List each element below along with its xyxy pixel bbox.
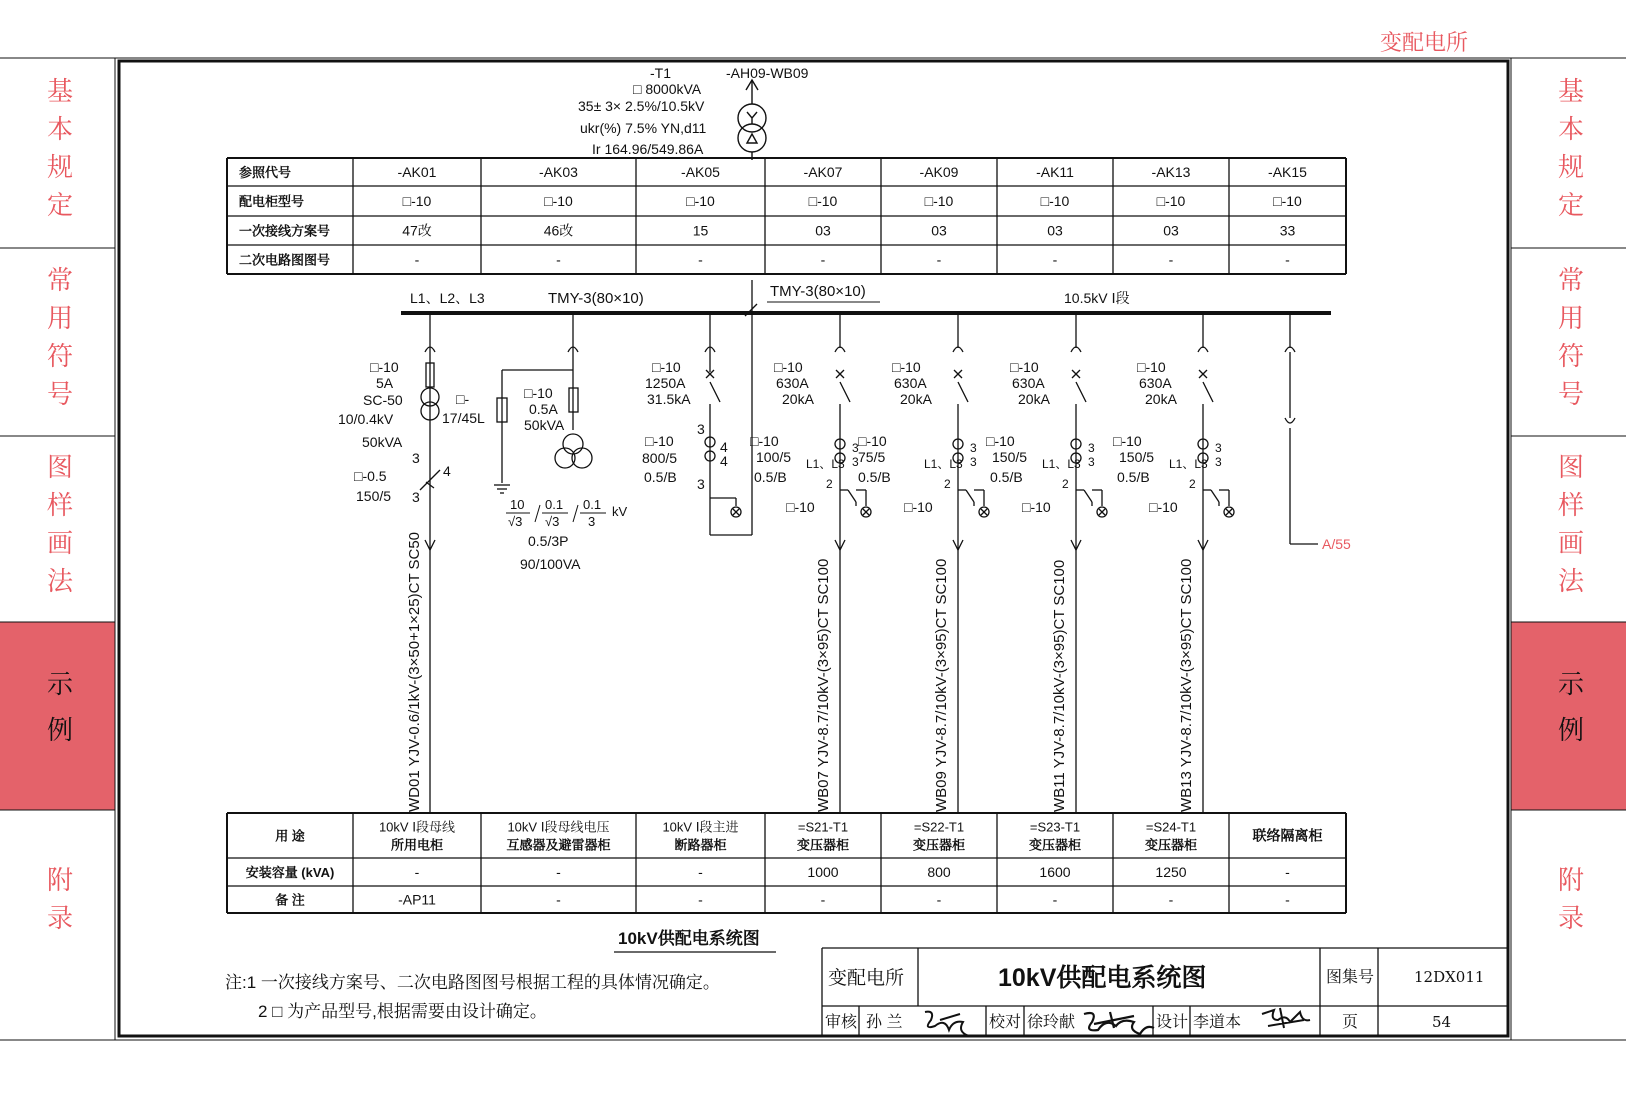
bottom-table-cell: 10kV Ⅰ段母线 — [378, 819, 456, 835]
bottom-table-cell: - — [556, 864, 561, 880]
outgoing-feeder-label: □-10 — [1113, 433, 1142, 449]
transformer-t1 — [578, 65, 809, 160]
ak05-breaker-sc: 31.5kA — [647, 391, 691, 407]
outgoing-feeder-label: 3 — [1088, 441, 1095, 455]
outgoing-feeder-label: 0.5/B — [1117, 469, 1150, 485]
top-table-cell: □-10 — [808, 193, 838, 209]
outgoing-feeder-label: WB09 YJV-8.7/10kV-(3×95)CT SC100 — [933, 558, 950, 812]
top-table-cell: 47改 — [402, 222, 432, 239]
outgoing-feeder-label: □-10 — [904, 499, 933, 515]
feeder-ak05 — [705, 280, 757, 535]
outgoing-feeder-label: 3 — [1215, 455, 1222, 469]
ak03-ratio-unit: kV — [612, 504, 628, 519]
outgoing-feeder-label: 3 — [1088, 455, 1095, 469]
outgoing-feeder-label: WB11 YJV-8.7/10kV-(3×95)CT SC100 — [1051, 559, 1068, 812]
outgoing-feeder-label: 100/5 — [756, 449, 792, 465]
outgoing-feeder-label: 20kA — [782, 391, 814, 407]
bottom-table-cell: -AP11 — [398, 891, 436, 908]
ak01-cable: WD01 YJV-0.6/1kV-(3×50+1×25)CT SC50 — [406, 531, 423, 812]
note-1: 注:1 一次接线方案号、二次电路图图号根据工程的具体情况确定。 — [225, 973, 720, 992]
transformer-current: Ir 164.96/549.86A — [592, 141, 704, 157]
top-table-row-label: 配电柜型号 — [239, 194, 305, 209]
outgoing-feeder-label: 3 — [970, 455, 977, 469]
top-table-cell: - — [1285, 251, 1290, 268]
outgoing-feeder-label: L1、L3 — [806, 457, 845, 471]
outgoing-feeder-label: □-10 — [1137, 359, 1166, 375]
outgoing-feeder-label: 630A — [894, 375, 927, 391]
outgoing-feeder-label: WB07 YJV-8.7/10kV-(3×95)CT SC100 — [815, 558, 832, 812]
outgoing-feeder-label: □-10 — [1149, 499, 1178, 515]
outgoing-feeder-label: 2 — [944, 477, 951, 491]
top-table-cell: □-10 — [1156, 193, 1186, 209]
ak03-ratio-den-2: √3 — [545, 514, 560, 529]
bottom-table-cell: - — [1052, 891, 1058, 908]
tb-page-label: 页 — [1342, 1014, 1359, 1031]
bottom-table-cell: 联络隔离柜 — [1252, 827, 1323, 844]
tb-page-no: 54 — [1432, 1013, 1452, 1031]
top-table — [227, 158, 1346, 274]
top-table-row-label: 二次电路图图号 — [239, 252, 331, 268]
sidebar-item-label: 图样画法 — [42, 453, 73, 605]
top-table-cell: - — [820, 251, 826, 268]
outgoing-feeder — [858, 313, 989, 812]
ak05-ct-count: 3 — [697, 421, 705, 437]
outgoing-feeder-label: 630A — [1012, 375, 1045, 391]
sidebar-item-label: 基本规定 — [1553, 77, 1584, 229]
top-table-cell: - — [936, 251, 942, 268]
top-table-cell: □-10 — [1273, 193, 1302, 209]
bottom-table-cell: =S22-T1 — [913, 819, 965, 835]
ak05-ct-model: □-10 — [645, 433, 674, 449]
transformer-ref: -T1 — [650, 65, 671, 81]
outgoing-feeder-label: 630A — [776, 375, 809, 391]
bottom-table-cell: 1600 — [1039, 864, 1071, 880]
ak01-fuse-rating: 5A — [376, 375, 394, 391]
ak03-burden: 90/100VA — [520, 556, 581, 572]
top-table-cell: -AK01 — [397, 164, 437, 180]
ak01-fuse-model: □-10 — [370, 359, 399, 375]
top-table-row-label: 一次接线方案号 — [239, 223, 331, 239]
outgoing-feeder — [1113, 313, 1234, 812]
bottom-table-cell: =S24-T1 — [1145, 819, 1197, 835]
top-table-cell: □-10 — [544, 193, 573, 209]
outgoing-feeder-label: L1、L3 — [924, 457, 963, 471]
outgoing-feeder-label: 2 — [1189, 477, 1196, 491]
feeder-ak15 — [1285, 313, 1318, 544]
signature-reviewer — [925, 1012, 969, 1036]
signature-checker — [1084, 1012, 1154, 1034]
tb-review-label: 审核 — [825, 1014, 858, 1031]
tb-design-label: 设计 — [1156, 1014, 1189, 1031]
outgoing-feeder-label: 150/5 — [1119, 449, 1155, 465]
sidebar-item-label: 示例 — [42, 670, 73, 762]
outgoing-feeder — [986, 313, 1107, 812]
bottom-table-cell: 断路器柜 — [674, 837, 727, 853]
bottom-table-cell: 1250 — [1155, 864, 1187, 880]
outgoing-feeder-label: WB13 YJV-8.7/10kV-(3×95)CT SC100 — [1178, 558, 1195, 812]
top-table-cell: □-10 — [1040, 193, 1070, 209]
top-table-cell: -AK11 — [1036, 164, 1074, 180]
outgoing-feeder-label: 75/5 — [858, 449, 886, 465]
ak05-breaker-model: □-10 — [652, 359, 681, 375]
ak03-ratio-num-2: 0.1 — [545, 497, 564, 512]
ak03-fuse-rating: 0.5A — [529, 401, 558, 417]
tb-title: 10kV供配电系统图 — [998, 964, 1207, 992]
diagram-caption: 10kV供配电系统图 — [618, 929, 760, 948]
bottom-table-cell: 互感器及避雷器柜 — [506, 837, 611, 853]
bottom-table — [227, 813, 1346, 913]
section-title: 变配电所 — [1380, 31, 1469, 56]
top-table-cell: □-10 — [686, 193, 715, 209]
bottom-table-row-label: 备 注 — [275, 892, 305, 908]
bottom-table-cell: 变压器柜 — [1144, 837, 1198, 853]
ak03-fuse-model: □-10 — [524, 385, 553, 401]
ak01-ct-count2: 3 — [412, 489, 420, 505]
outgoing-feeder-label: 20kA — [1018, 391, 1050, 407]
bottom-table-cell: - — [698, 864, 703, 880]
outgoing-feeder-label: 0.5/B — [990, 469, 1023, 485]
ak01-transformer-model: SC-50 — [363, 392, 403, 408]
outgoing-feeders — [750, 313, 1234, 812]
ak05-ct-n2: 4 — [720, 453, 728, 469]
transformer-voltage: 35± 3× 2.5%/10.5kV — [578, 98, 705, 114]
tb-check-label: 校对 — [989, 1014, 1022, 1031]
top-table-cell: -AK05 — [681, 164, 720, 180]
bus-conductor-label: TMY-3(80×10) — [548, 290, 644, 307]
bottom-table-cell: 所用电柜 — [390, 837, 444, 853]
top-table-cell: -AK07 — [803, 164, 843, 180]
sidebar-item-label: 常用符号 — [1553, 266, 1584, 418]
feeder-ak01 — [420, 313, 440, 812]
ak01-box2-b: 17/45L — [442, 410, 485, 426]
feeder-ak05-labels — [642, 359, 728, 492]
transformer-impedance: ukr(%) 7.5% YN,d11 — [580, 120, 707, 136]
ak01-ct-ratio: 150/5 — [356, 488, 392, 504]
bus-phase-label: L1、L2、L3 — [410, 290, 485, 306]
ak01-ct-model: □-0.5 — [354, 468, 387, 484]
top-table-cell: 46改 — [543, 222, 574, 239]
sidebar-item-label: 基本规定 — [42, 77, 73, 229]
outgoing-feeder-label: □-10 — [986, 433, 1015, 449]
bottom-table-cell: 10kV Ⅰ段主进 — [662, 819, 739, 835]
outgoing-feeder-label: 2 — [826, 477, 833, 491]
bottom-table-cell: - — [1285, 891, 1290, 908]
top-table-cell: □-10 — [402, 193, 432, 209]
top-table-cell: 03 — [1047, 222, 1063, 239]
ak05-ct-ratio: 800/5 — [642, 450, 678, 466]
sidebar-item-label: 附录 — [42, 866, 73, 942]
top-table-cell: 03 — [931, 222, 947, 239]
tb-atlas-no: 12DX011 — [1414, 968, 1485, 986]
bottom-table-cell: =S23-T1 — [1029, 819, 1081, 835]
ak03-pt-ratio — [506, 497, 628, 529]
bottom-table-row-label: 安装容量 (kVA) — [245, 865, 335, 880]
bottom-table-cell: 1000 — [807, 864, 839, 880]
outgoing-feeder-label: L1、L3 — [1169, 457, 1208, 471]
bus-voltage-label: 10.5kV Ⅰ段 — [1064, 290, 1130, 306]
top-table-cell: - — [1168, 251, 1174, 268]
outgoing-feeder-label: 20kA — [1145, 391, 1177, 407]
top-table-cell: 15 — [692, 222, 709, 239]
sidebar-item-label: 附录 — [1553, 866, 1584, 942]
top-table-cell: 03 — [815, 222, 831, 239]
bottom-table-cell: 变压器柜 — [1028, 837, 1082, 853]
outgoing-feeder-label: □-10 — [774, 359, 803, 375]
transformer-cabinet: -AH09-WB09 — [726, 65, 809, 81]
bottom-table-cell: - — [820, 891, 826, 908]
outgoing-feeder-label: 3 — [852, 455, 859, 469]
top-table-cell: - — [556, 251, 561, 268]
bottom-table-cell: 变压器柜 — [796, 837, 850, 853]
bottom-table-cell: - — [556, 891, 561, 908]
busbar — [401, 283, 1331, 313]
outgoing-feeder-label: 2 — [1062, 477, 1069, 491]
outgoing-feeder — [750, 313, 871, 812]
tb-designer: 李道本 — [1193, 1014, 1242, 1031]
feeder-ak03-labels — [506, 385, 628, 572]
top-table-cell: - — [1052, 251, 1058, 268]
bottom-table-cell: - — [936, 891, 942, 908]
top-table-cell: - — [698, 251, 703, 268]
top-table-cell: -AK15 — [1268, 164, 1307, 180]
feeder-ak01-labels — [338, 359, 485, 812]
ak01-transformer-voltage: 10/0.4kV — [338, 411, 394, 427]
outgoing-feeder-label: □-10 — [750, 433, 779, 449]
tb-category: 变配电所 — [828, 968, 905, 989]
bottom-table-cell: - — [1168, 891, 1174, 908]
top-table-cell: □-10 — [924, 193, 954, 209]
tie-reference: A/55 — [1322, 536, 1351, 552]
ak03-ratio-den-1: √3 — [508, 514, 523, 529]
signature-designer — [1262, 1008, 1310, 1028]
outgoing-feeder-label: 630A — [1139, 375, 1172, 391]
top-table-cell: -AK09 — [919, 164, 959, 180]
note-2: 2 □ 为产品型号,根据需要由设计确定。 — [258, 1002, 547, 1021]
ak01-transformer-capacity: 50kVA — [362, 434, 403, 450]
title-block-text — [825, 964, 1484, 1036]
top-table-cell: -AK03 — [539, 164, 578, 180]
top-table-row-label: 参照代号 — [239, 165, 292, 180]
bottom-table-cell: - — [1285, 864, 1290, 880]
outgoing-feeder-label: □-10 — [892, 359, 921, 375]
bus-conductor-label-2: TMY-3(80×10) — [770, 283, 866, 300]
bottom-table-cell: 10kV Ⅰ段母线电压 — [507, 819, 610, 835]
outgoing-feeder-label: 3 — [1215, 441, 1222, 455]
outgoing-feeder-label: □-10 — [858, 433, 887, 449]
top-table-cell: 03 — [1163, 222, 1179, 239]
tb-checker: 徐玲献 — [1027, 1014, 1076, 1031]
ak05-breaker-rating: 1250A — [645, 375, 686, 391]
sidebar-item-label: 图样画法 — [1553, 453, 1584, 605]
ak01-box2: □- — [456, 391, 470, 407]
ak03-class: 0.5/3P — [528, 533, 569, 549]
ak01-ct-n: 4 — [443, 463, 451, 479]
bottom-table-row-label: 用 途 — [275, 828, 305, 844]
transformer-rating: □ 8000kVA — [633, 81, 702, 97]
outgoing-feeder-label: L1、L3 — [1042, 457, 1081, 471]
outgoing-feeder-label: 0.5/B — [754, 469, 787, 485]
outgoing-feeder-label: □-10 — [1010, 359, 1039, 375]
ak03-ratio-num-1: 10 — [510, 497, 525, 512]
outgoing-feeder-label: 150/5 — [992, 449, 1028, 465]
ak01-ct-count: 3 — [412, 450, 420, 466]
top-table-cell: -AK13 — [1151, 164, 1191, 180]
ak03-ratio-num-3: 0.1 — [583, 497, 602, 512]
ak05-ct-class: 0.5/B — [644, 469, 677, 485]
ak03-capacity: 50kVA — [524, 417, 565, 433]
outgoing-feeder-label: 3 — [852, 441, 859, 455]
outgoing-feeder-label: 3 — [970, 441, 977, 455]
sidebar-item-label: 示例 — [1553, 670, 1584, 762]
outgoing-feeder-label: 0.5/B — [858, 469, 891, 485]
outgoing-feeder-label: □-10 — [1022, 499, 1051, 515]
outgoing-feeder-label: □-10 — [786, 499, 815, 515]
outgoing-feeder-label: 20kA — [900, 391, 932, 407]
bottom-table-cell: 800 — [927, 864, 951, 880]
ak05-ct-count2: 3 — [697, 476, 705, 492]
bottom-table-cell: =S21-T1 — [797, 819, 849, 835]
tb-atlas-label: 图集号 — [1326, 969, 1375, 986]
bottom-table-cell: - — [698, 891, 703, 908]
top-table-cell: - — [414, 251, 420, 268]
top-table-cell: 33 — [1279, 222, 1296, 239]
ak03-ratio-den-3: 3 — [588, 514, 596, 529]
ak05-ct-n: 4 — [720, 439, 728, 455]
bottom-table-cell: - — [414, 864, 420, 880]
sidebar-item-label: 常用符号 — [42, 266, 73, 418]
transformer-symbol — [738, 80, 766, 160]
tb-reviewer: 孙 兰 — [866, 1014, 903, 1031]
bottom-table-cell: 变压器柜 — [912, 837, 966, 853]
